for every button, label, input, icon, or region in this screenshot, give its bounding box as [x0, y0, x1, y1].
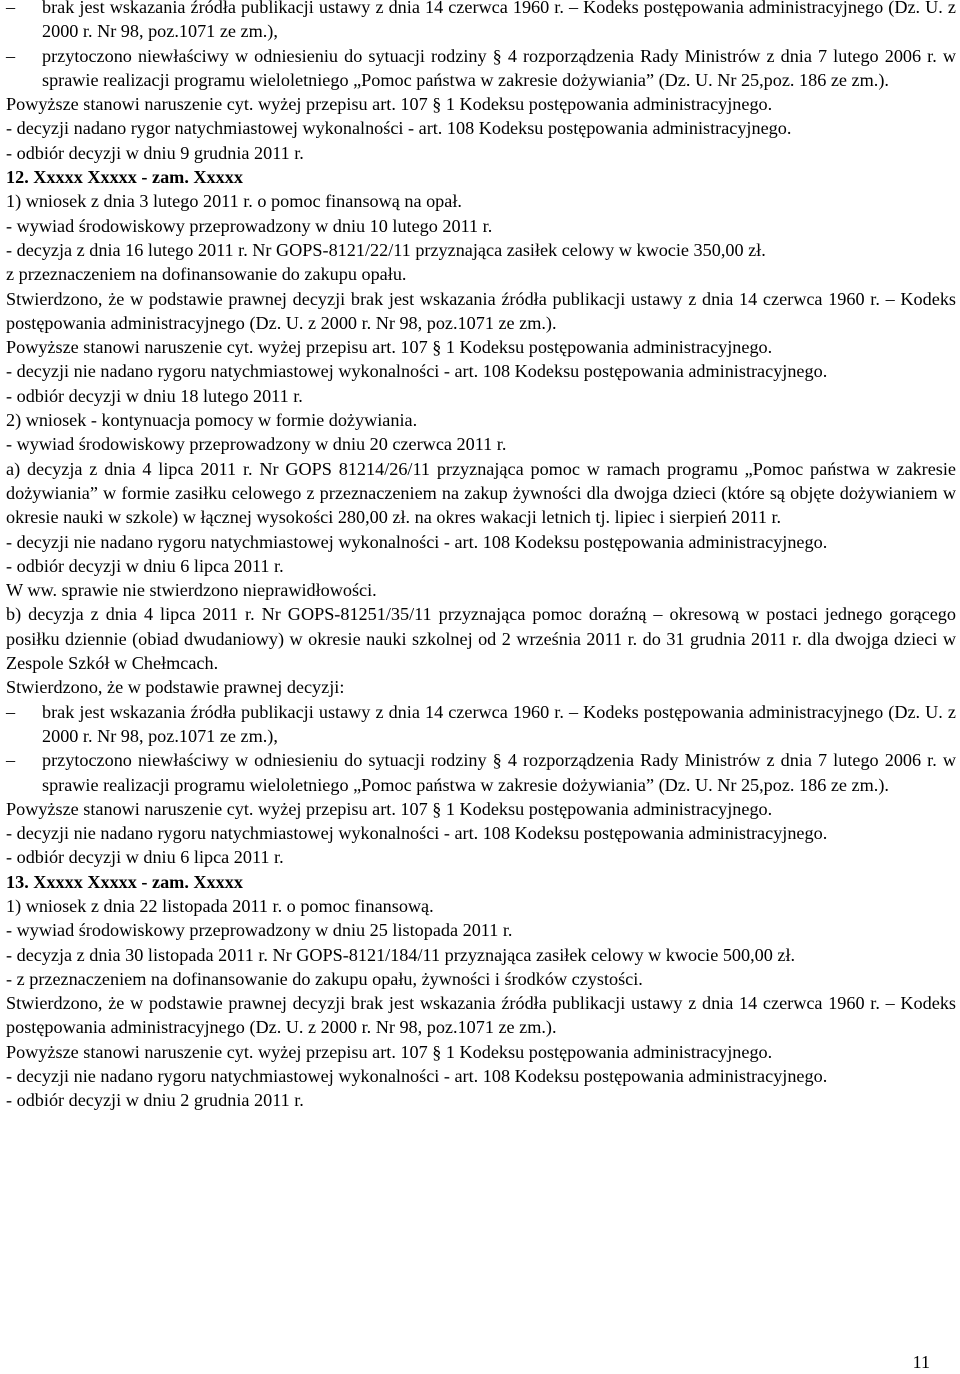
paragraph: - decyzji nie nadano rygoru natychmiastowej wykonalności - art. 108 Kodeksu postępowania administracyjnego.	[6, 823, 828, 844]
paragraph: - decyzji nie nadano rygoru natychmiastowej wykonalności - art. 108 Kodeksu postępowania administracyjnego.	[6, 1066, 828, 1087]
paragraph: - z przeznaczeniem na dofinansowanie do zakupu opału, żywności i środków czystości.	[6, 968, 643, 989]
paragraph: W ww. sprawie nie stwierdzono nieprawidłowości.	[6, 580, 377, 601]
paragraph: - odbiór decyzji w dniu 9 grudnia 2011 r.	[6, 142, 304, 163]
list-item: – brak jest wskazania źródła publikacji ustawy z dnia 14 czerwca 1960 r. – Kodeks postępowania administracyjnego (Dz. U. z 2000 r. Nr 98, poz.1071 ze zm.),	[6, 0, 956, 44]
paragraph: z przeznaczeniem na dofinansowanie do zakupu opału.	[6, 264, 407, 285]
paragraph: - odbiór decyzji w dniu 18 lutego 2011 r.	[6, 385, 303, 406]
list-item: – brak jest wskazania źródła publikacji ustawy z dnia 14 czerwca 1960 r. – Kodeks postępowania administracyjnego (Dz. U. z 2000 r. Nr 98, poz.1071 ze zm.),	[6, 700, 956, 749]
paragraph: Stwierdzono, że w podstawie prawnej decyzji:	[6, 677, 345, 698]
document-body	[6, 0, 956, 1113]
paragraph: - wywiad środowiskowy przeprowadzony w dniu 20 czerwca 2011 r.	[6, 434, 507, 455]
paragraph: - decyzji nie nadano rygoru natychmiastowej wykonalności - art. 108 Kodeksu postępowania administracyjnego.	[6, 531, 828, 552]
paragraph: - odbiór decyzji w dniu 6 lipca 2011 r.	[6, 847, 284, 868]
paragraph: Powyższe stanowi naruszenie cyt. wyżej przepisu art. 107 § 1 Kodeksu postępowania administracyjnego.	[6, 798, 773, 819]
case-heading: 12. Xxxxx Xxxxx - zam. Xxxxx	[6, 167, 243, 188]
paragraph: - wywiad środowiskowy przeprowadzony w dniu 25 listopada 2011 r.	[6, 920, 513, 941]
page-number: 11	[912, 1352, 930, 1372]
paragraph: Stwierdzono, że w podstawie prawnej decyzji brak jest wskazania źródła publikacji ustawy z dnia 14 czerwca 1960 r. – Kodeks postępowania administracyjnego (Dz. U. z 2000 r. Nr 98, poz.1071 ze zm.).	[6, 993, 956, 1038]
paragraph: a) decyzja z dnia 4 lipca 2011 r. Nr GOPS 81214/26/11 przyznająca pomoc w ramach programu „Pomoc państwa w zakresie dożywiania” w formie zasiłku celowego z przeznaczeniem na zakup żywności dla dwojga dzieci (które są objęte dożywianiem w okresie nauki w szkole) w łącznej wysokości 280,00 zł. na okres wakacji letnich tj. lipiec i sierpień 2011 r.	[6, 458, 956, 528]
paragraph: - decyzji nadano rygor natychmiastowej wykonalności - art. 108 Kodeksu postępowania administracyjnego.	[6, 118, 792, 139]
paragraph: Powyższe stanowi naruszenie cyt. wyżej przepisu art. 107 § 1 Kodeksu postępowania administracyjnego.	[6, 337, 773, 358]
paragraph: 2) wniosek - kontynuacja pomocy w formie dożywiania.	[6, 410, 418, 431]
paragraph: - wywiad środowiskowy przeprowadzony w dniu 10 lutego 2011 r.	[6, 215, 493, 236]
paragraph: Stwierdzono, że w podstawie prawnej decyzji brak jest wskazania źródła publikacji ustawy z dnia 14 czerwca 1960 r. – Kodeks postępowania administracyjnego (Dz. U. z 2000 r. Nr 98, poz.1071 ze zm.).	[6, 288, 956, 333]
paragraph: - decyzji nie nadano rygoru natychmiastowej wykonalności - art. 108 Kodeksu postępowania administracyjnego.	[6, 361, 828, 382]
paragraph: b) decyzja z dnia 4 lipca 2011 r. Nr GOPS-81251/35/11 przyznająca pomoc doraźną – okresową w postaci jednego gorącego posiłku dziennie (obiad dwudaniowy) w okresie nauki szkolnej od 2 września 2011 r. do 31 grudnia 2011 r. dla dwojga dzieci w Zespole Szkół w Chełmcach.	[6, 604, 956, 674]
paragraph: - odbiór decyzji w dniu 6 lipca 2011 r.	[6, 555, 284, 576]
paragraph: - decyzja z dnia 30 listopada 2011 r. Nr GOPS-8121/184/11 przyznająca zasiłek celowy w kwocie 500,00 zł.	[6, 944, 796, 965]
paragraph: Powyższe stanowi naruszenie cyt. wyżej przepisu art. 107 § 1 Kodeksu postępowania administracyjnego.	[6, 94, 773, 115]
list-item: – przytoczono niewłaściwy w odniesieniu do sytuacji rodziny § 4 rozporządzenia Rady Ministrów z dnia 7 lutego 2006 r. w sprawie realizacji programu wieloletniego „Pomoc państwa w zakresie dożywiania” (Dz. U. Nr 25,poz. 186 ze zm.).	[6, 748, 956, 797]
paragraph: - decyzja z dnia 16 lutego 2011 r. Nr GOPS-8121/22/11 przyznająca zasiłek celowy w kwocie 350,00 zł.	[6, 239, 766, 260]
case-heading: 13. Xxxxx Xxxxx - zam. Xxxxx	[6, 871, 243, 892]
list-item: – przytoczono niewłaściwy w odniesieniu do sytuacji rodziny § 4 rozporządzenia Rady Ministrów z dnia 7 lutego 2006 r. w sprawie realizacji programu wieloletniego „Pomoc państwa w zakresie dożywiania” (Dz. U. Nr 25,poz. 186 ze zm.).	[6, 44, 956, 93]
paragraph: 1) wniosek z dnia 22 listopada 2011 r. o pomoc finansową.	[6, 895, 434, 916]
paragraph: Powyższe stanowi naruszenie cyt. wyżej przepisu art. 107 § 1 Kodeksu postępowania administracyjnego.	[6, 1041, 773, 1062]
paragraph: - odbiór decyzji w dniu 2 grudnia 2011 r.	[6, 1090, 304, 1111]
paragraph: 1) wniosek z dnia 3 lutego 2011 r. o pomoc finansową na opał.	[6, 191, 462, 212]
